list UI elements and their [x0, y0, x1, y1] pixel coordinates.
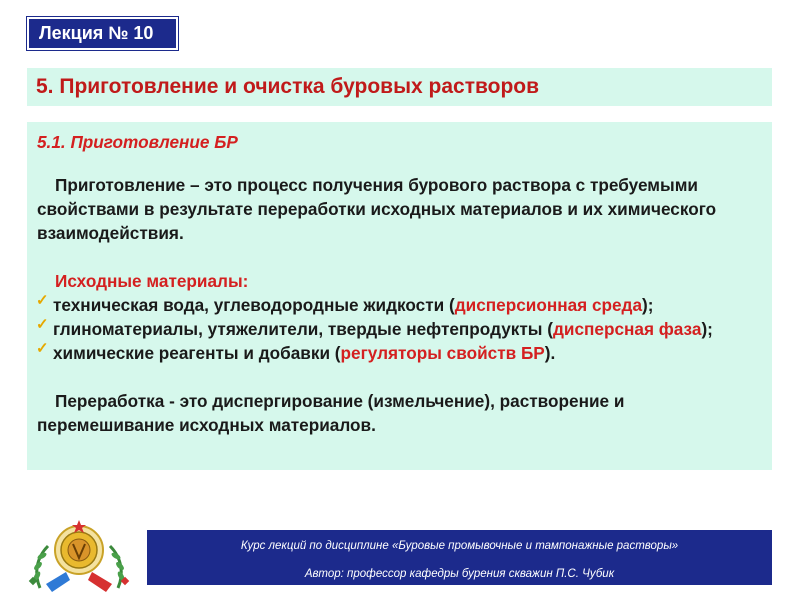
source-materials-list	[37, 293, 762, 365]
university-emblem-icon	[26, 514, 132, 594]
bullet-text: химические реагенты и добавки (	[53, 343, 341, 363]
bullet-highlight: дисперсионная среда	[454, 295, 643, 315]
bullet-tail: ).	[544, 343, 556, 363]
lecture-badge: Лекция № 10	[27, 17, 178, 50]
bullet-tail: );	[701, 319, 713, 339]
bullet-tail: );	[642, 295, 654, 315]
source-materials-heading: Исходные материалы:	[55, 271, 249, 291]
subsection-title: 5.1. Приготовление БР	[37, 132, 238, 152]
author-line: Автор: профессор кафедры бурения скважин П.С. Чубик	[304, 568, 615, 580]
footer-bar	[147, 530, 772, 585]
bullet-highlight: дисперсная фаза	[552, 319, 702, 339]
list-item	[37, 293, 762, 317]
bullet-text: техническая вода, углеводородные жидкости (	[53, 295, 455, 315]
check-icon: ✓	[36, 316, 49, 333]
section-title: 5. Приготовление и очистка буровых растворов	[27, 68, 772, 106]
definition-paragraph: Приготовление – это процесс получения бурового раствора с требуемыми свойствами в результате переработки исходных материалов и их химического взаимодействия.	[37, 175, 717, 243]
bullet-text: глиноматериалы, утяжелители, твердые нефтепродукты (	[53, 319, 553, 339]
content-panel	[27, 122, 772, 470]
check-icon: ✓	[36, 340, 49, 357]
course-line: Курс лекций по дисциплине «Буровые промывочные и тампонажные растворы»	[240, 540, 679, 552]
processing-paragraph: Переработка - это диспергирование (измельчение), растворение и перемешивание исходных материалов.	[37, 391, 625, 435]
bullet-highlight: регуляторы свойств БР	[340, 343, 545, 363]
list-item	[37, 317, 762, 341]
check-icon: ✓	[36, 292, 49, 309]
list-item	[37, 341, 762, 365]
